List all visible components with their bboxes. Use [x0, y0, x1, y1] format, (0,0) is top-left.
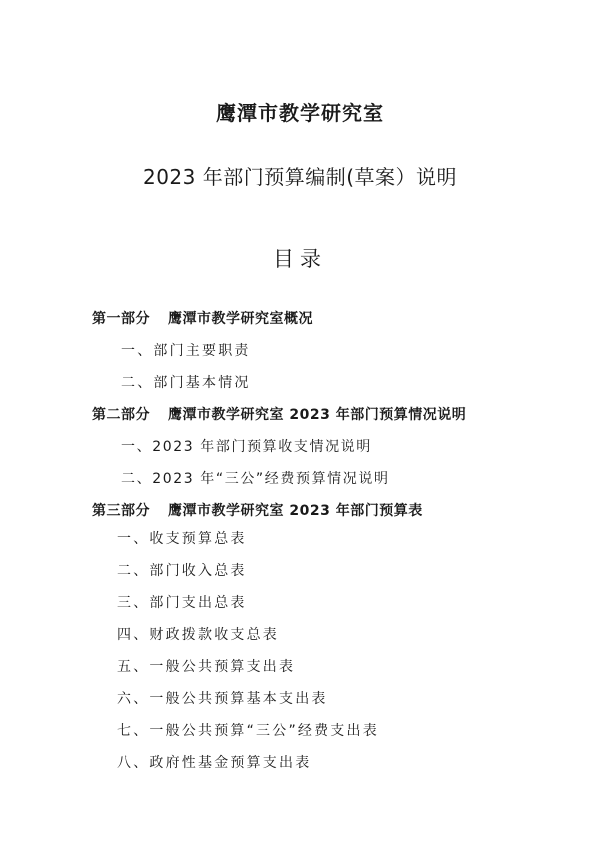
toc-item: 五、一般公共预算支出表 — [117, 659, 296, 675]
toc-part-3-label: 第三部分 — [92, 503, 150, 519]
toc-item: 七、一般公共预算“三公”经费支出表 — [117, 723, 379, 739]
toc-item: 一、2023 年部门预算收支情况说明 — [121, 439, 372, 455]
toc-item: 二、部门基本情况 — [121, 375, 251, 391]
document-subtitle: 2023 年部门预算编制(草案）说明 — [142, 165, 458, 189]
toc-part-3-title: 鹰潭市教学研究室 2023 年部门预算表 — [168, 503, 423, 519]
document-title: 鹰潭市教学研究室 — [216, 101, 384, 125]
toc-part-1 — [92, 309, 313, 329]
toc-item: 二、2023 年“三公”经费预算情况说明 — [121, 471, 390, 487]
toc-heading: 目录 — [273, 247, 327, 271]
toc-item: 一、收支预算总表 — [117, 531, 247, 547]
toc-item: 一、部门主要职责 — [121, 343, 251, 359]
toc-part-2 — [92, 405, 466, 425]
toc-item: 二、部门收入总表 — [117, 563, 247, 579]
toc-item: 八、政府性基金预算支出表 — [117, 755, 312, 771]
toc-part-2-title: 鹰潭市教学研究室 2023 年部门预算情况说明 — [168, 407, 467, 423]
toc-part-3 — [92, 501, 423, 521]
toc-item: 三、部门支出总表 — [117, 595, 247, 611]
toc-part-1-title: 鹰潭市教学研究室概况 — [168, 311, 313, 327]
toc-part-1-label: 第一部分 — [92, 311, 150, 327]
toc-item: 四、财政拨款收支总表 — [117, 627, 279, 643]
toc-item: 六、一般公共预算基本支出表 — [117, 691, 328, 707]
toc-part-2-label: 第二部分 — [92, 407, 150, 423]
